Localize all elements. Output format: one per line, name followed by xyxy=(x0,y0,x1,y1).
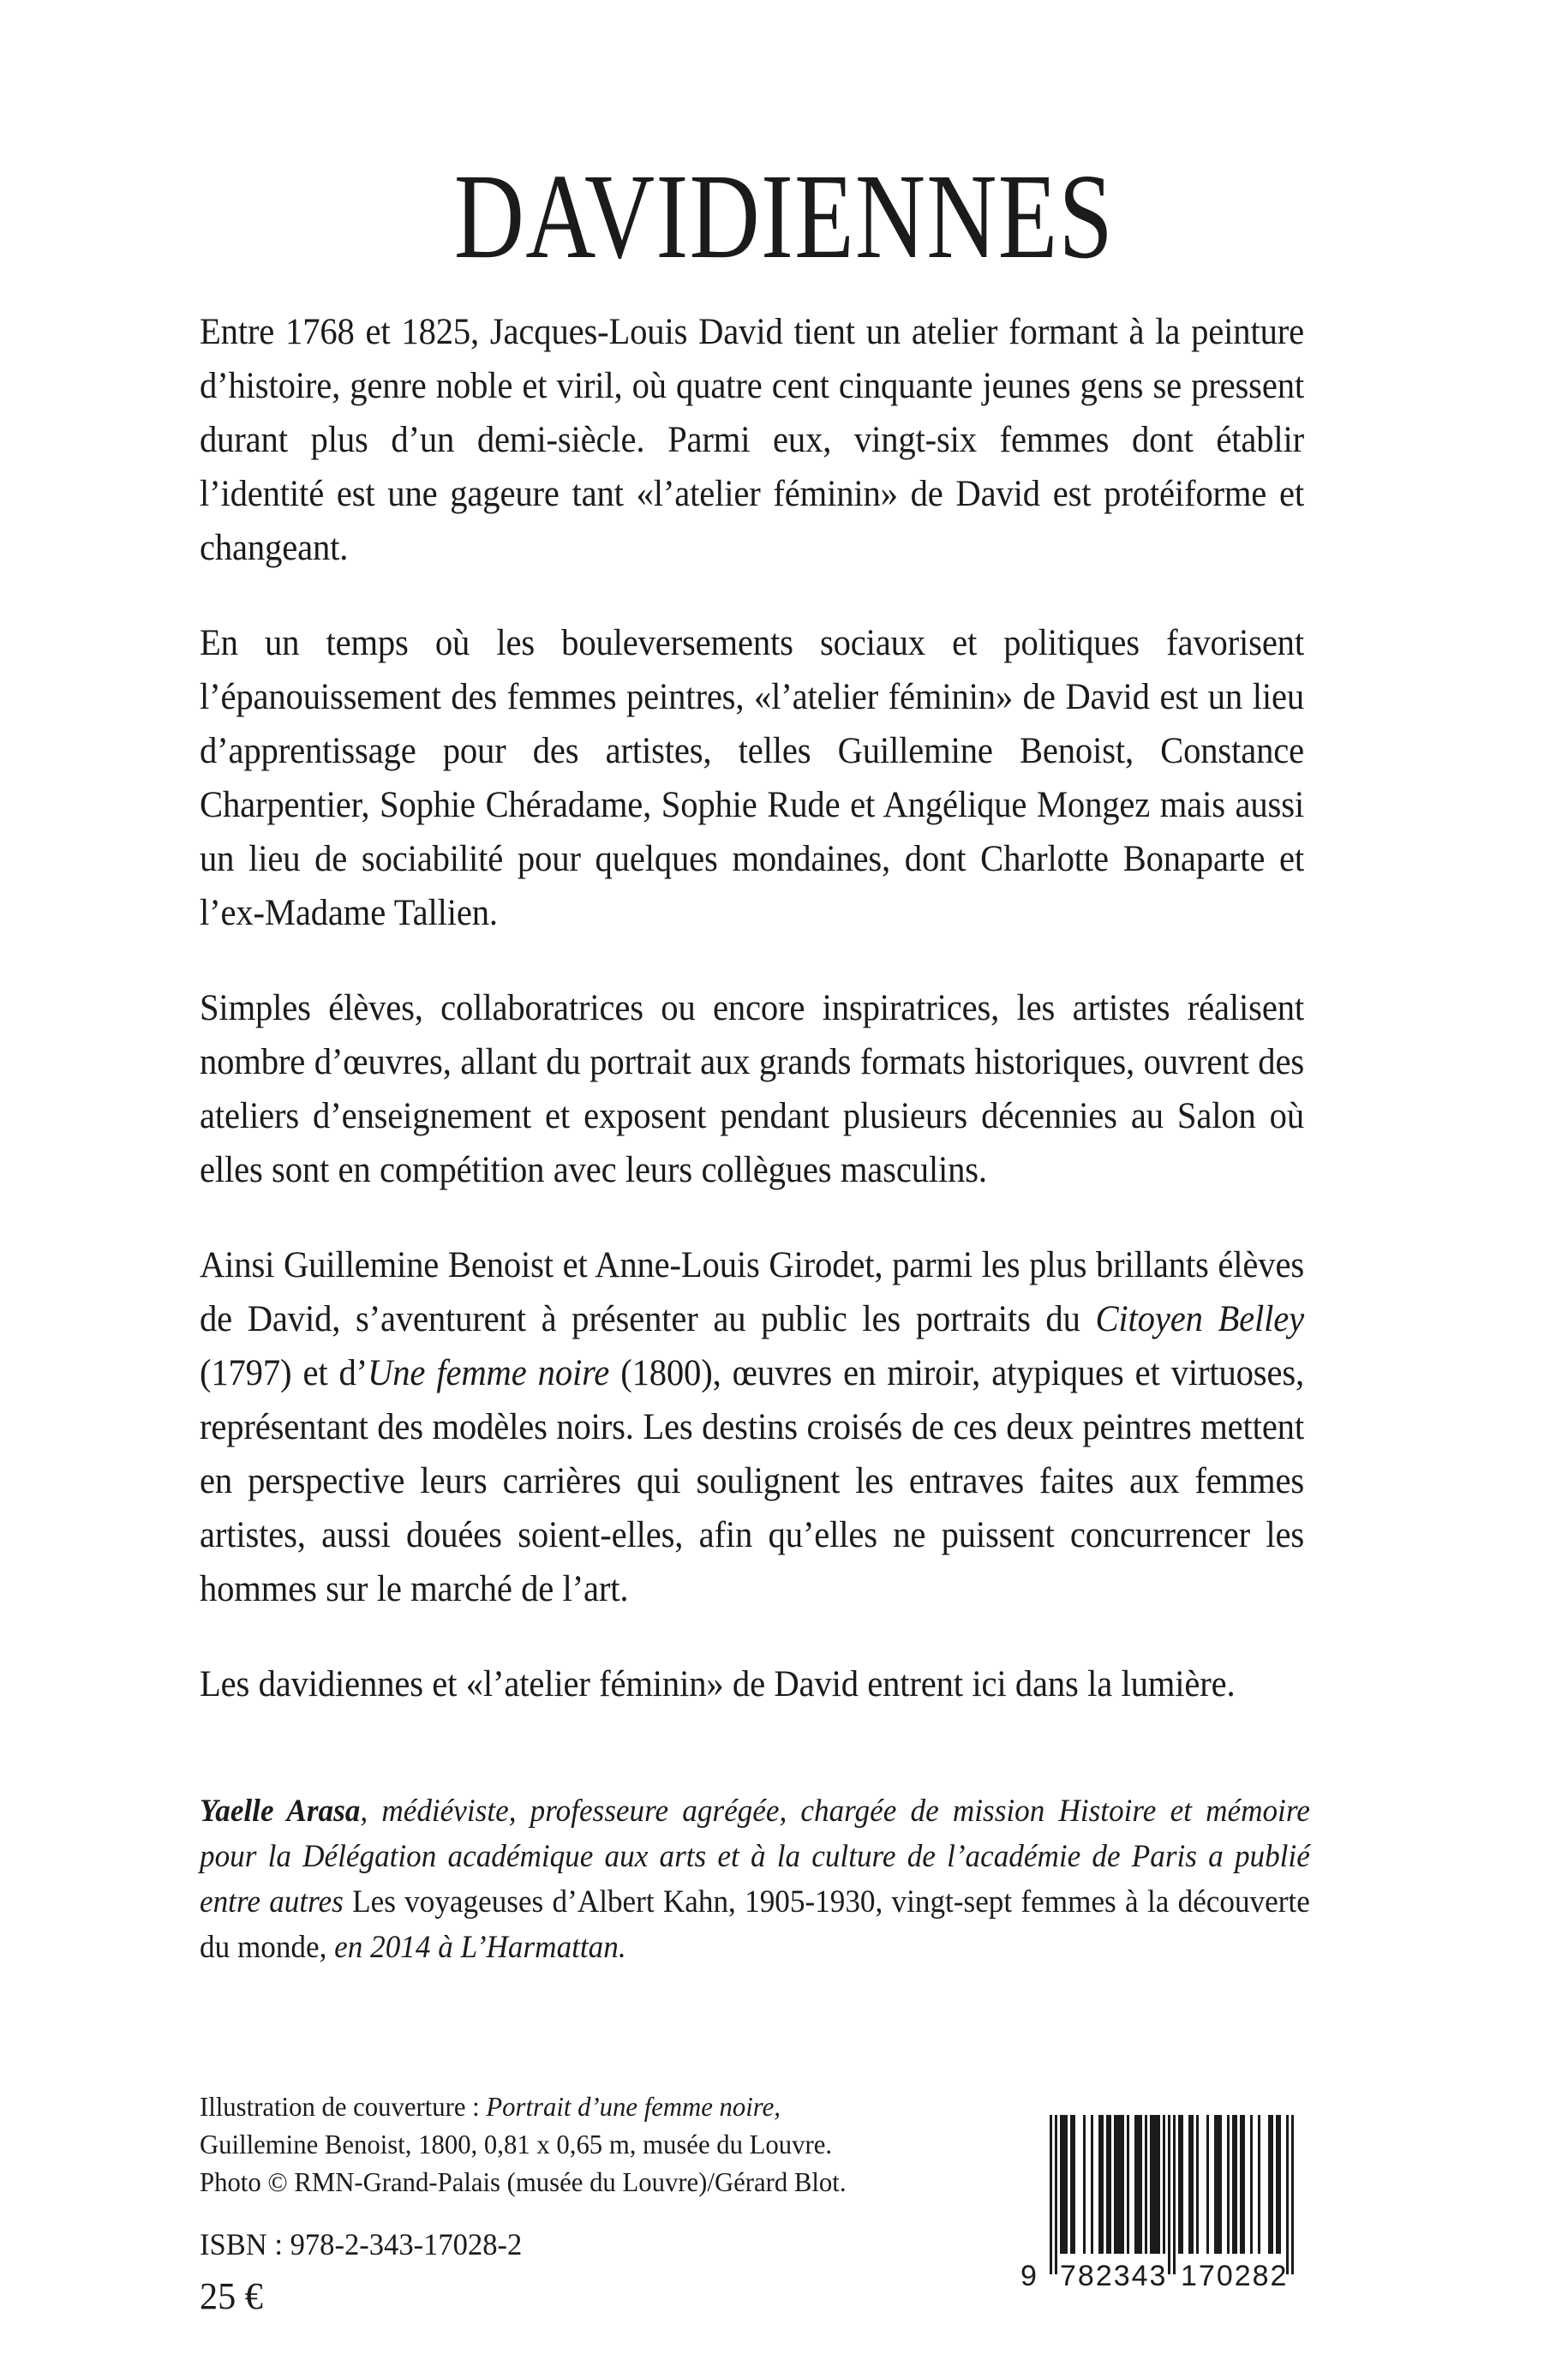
barcode-digits-right-group: 170282 xyxy=(1181,2260,1289,2292)
barcode-digits-left-group: 782343 xyxy=(1060,2260,1168,2292)
blurb-p4-run-3: (1797) et d’ xyxy=(200,1353,368,1393)
author-previous-work-title: Les voyageuses d’Albert Kahn, 1905-1930, vingt-sept femmes à la découverte du monde, xyxy=(200,1884,1310,1965)
author-bio xyxy=(200,1788,1310,1970)
author-bio-run-2: , médiéviste, professeure agrégée, chargée de mission Histoire et mémoire pour la Délégation académique aux arts et à la culture de l’académie de Paris a publié entre autres xyxy=(200,1794,1310,1920)
blurb-paragraph-4 xyxy=(200,1238,1304,1616)
author-bio-block xyxy=(200,1788,1368,1970)
author-name: Yaelle Arasa xyxy=(200,1794,361,1829)
blurb-p4-run-5: (1800), œuvres en miroir, atypiques et virtuoses, représentant des modèles noirs. Les destins croisés de ces deux peintres mettent en perspective leurs carrières qui soulignent les entraves faites aux femmes artistes, aussi douées soient-elles, afin qu’elles ne puissent concurrencer les hommes sur le marché de l’art. xyxy=(200,1353,1304,1609)
isbn-text: ISBN : 978-2-343-17028-2 xyxy=(200,2227,523,2261)
isbn-price-block xyxy=(200,2223,885,2319)
blurb-p4-run-1: Ainsi Guillemine Benoist et Anne-Louis Girodet, parmi les plus brillants élèves de David, s’aventurent à présenter au public les portraits du xyxy=(200,1245,1304,1339)
blurb-text-block xyxy=(200,305,1368,1711)
credits-line2: Guillemine Benoist, 1800, 0,81 x 0,65 m, musée du Louvre. xyxy=(200,2129,833,2159)
barcode-svg xyxy=(1015,2110,1324,2307)
blurb-paragraph-3: Simples élèves, collaboratrices ou encore inspiratrices, les artistes réalisent nombre d’œuvres, allant du portrait aux grands formats historiques, ouvrent des ateliers d’enseignement et exposent pendant plusieurs décennies au Salon où elles sont en compétition avec leurs collègues masculins. xyxy=(200,988,1304,1190)
price-text: 25 € xyxy=(200,2275,263,2317)
cover-credits-block xyxy=(200,2087,971,2201)
blurb-paragraph-2: En un temps où les bouleversements sociaux et politiques favorisent l’épanouissement des femmes peintres, «l’atelier féminin» de David est un lieu d’apprentissage pour des artistes, telles Guillemine Benoist, Constance Charpentier, Sophie Chéradame, Sophie Rude et Angélique Mongez mais aussi un lieu de sociabilité pour quelques mondaines, dont Charlotte Bonaparte et l’ex-Madame Tallien. xyxy=(200,623,1304,933)
blurb-paragraph-5: Les davidiennes et «l’atelier féminin» de David entrent ici dans la lumière. xyxy=(200,1664,1236,1704)
work-title-citoyen-belley: Citoyen Belley xyxy=(1095,1299,1304,1339)
ean13-barcode xyxy=(1015,2110,1324,2307)
barcode-digit-leading: 9 xyxy=(1020,2260,1038,2292)
author-bio-run-4: en 2014 à L’Harmattan. xyxy=(326,1930,626,1965)
page-title: DAVIDIENNES xyxy=(453,148,1115,285)
credits-line3: Photo © RMN-Grand-Palais (musée du Louvre)/Gérard Blot. xyxy=(200,2166,847,2197)
work-title-une-femme-noire: Une femme noire xyxy=(368,1353,610,1393)
credits-line1-prefix: Illustration de couverture : xyxy=(200,2091,487,2122)
blurb-paragraph-1: Entre 1768 et 1825, Jacques-Louis David tient un atelier formant à la peinture d’histoire, genre noble et viril, où quatre cent cinquante jeunes gens se pressent durant plus d’un demi-siècle. Parmi eux, vingt-six femmes dont établir l’identité est une gageure tant «l’atelier féminin» de David est protéiforme et changeant. xyxy=(200,312,1304,568)
cover-credits xyxy=(200,2087,940,2201)
credits-artwork-title: Portrait d’une femme noire, xyxy=(486,2091,781,2122)
